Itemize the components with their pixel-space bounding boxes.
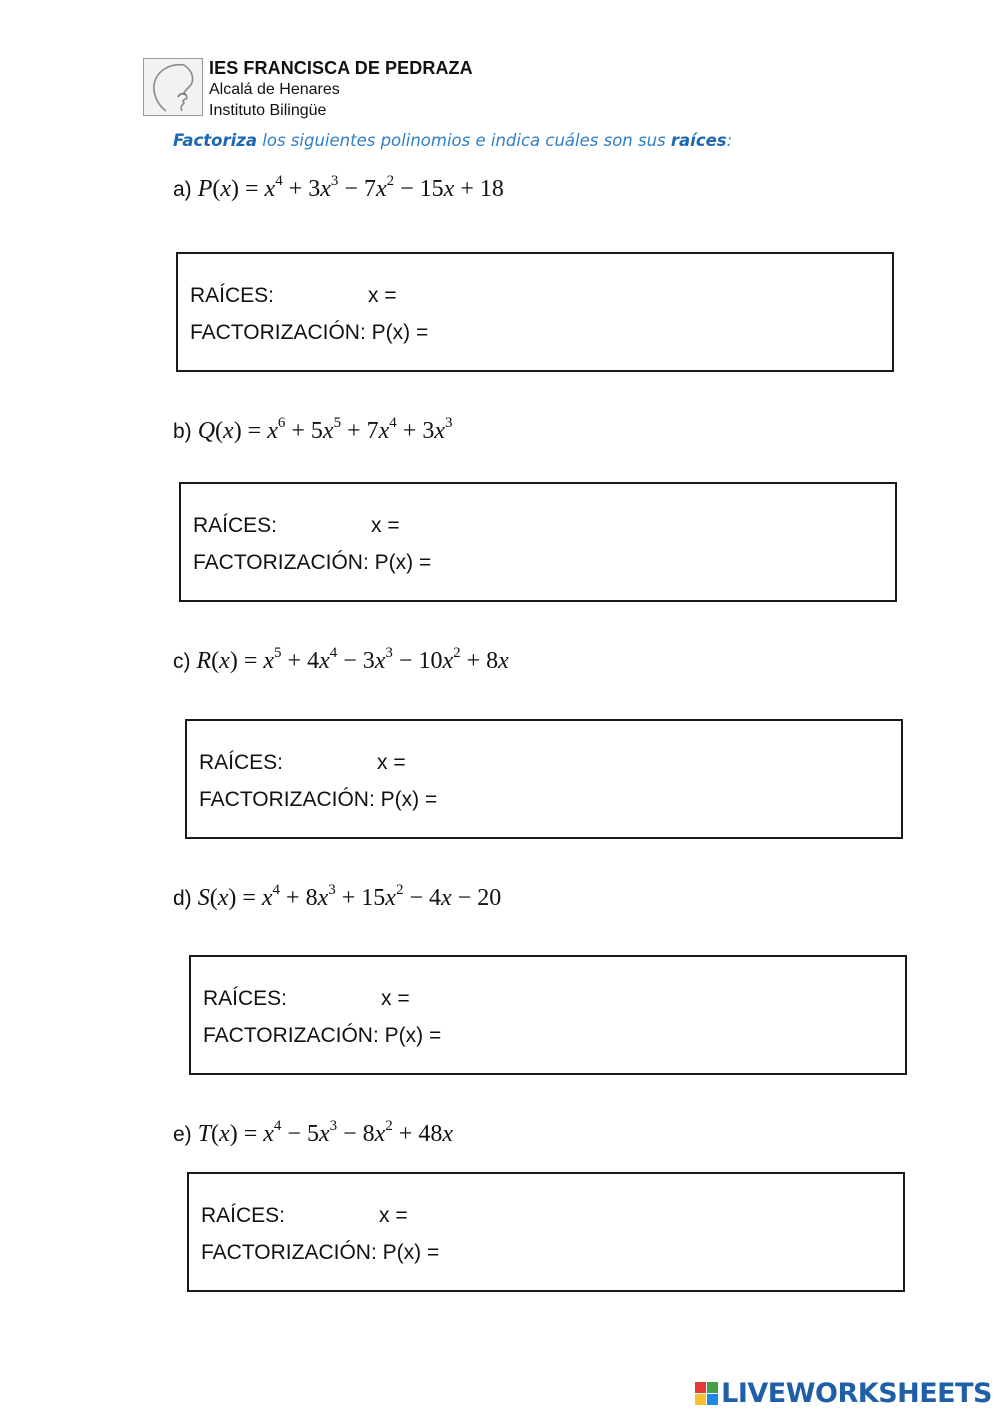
- roots-x-equals: x =: [381, 987, 410, 1010]
- function-name: P: [197, 176, 213, 202]
- problem-label: a): [173, 178, 192, 201]
- function-name: R: [196, 648, 212, 674]
- roots-label: RAÍCES:: [199, 751, 284, 774]
- roots-label: RAÍCES:: [203, 987, 288, 1010]
- function-name: Q: [197, 418, 216, 444]
- polynomial-expression: $x^6 + 5x^5 + 7x^4 + 3x^3$: [267, 415, 453, 444]
- problem-a: a) $P(x) = x^4 + 3x^3 - 7x^2 - 15x + 18$: [173, 173, 504, 202]
- instruction-verb: Factoriza: [173, 131, 258, 150]
- problem-c: c) $R(x) = x^5 + 4x^4 - 3x^3 - 10x^2 + 8x$: [173, 645, 509, 674]
- roots-label: RAÍCES:: [193, 514, 278, 537]
- roots-x-equals: x =: [379, 1204, 408, 1227]
- roots-x-equals: x =: [377, 751, 406, 774]
- polynomial-expression: $x^4 + 8x^3 + 15x^2 - 4x - 20$: [261, 882, 502, 911]
- instruction-keyword: raíces: [670, 131, 727, 150]
- factorization-label: FACTORIZACIÓN: P(x) =: [203, 1024, 442, 1047]
- brand-name: LIVEWORKSHEETS: [721, 1377, 992, 1409]
- instructions: [173, 131, 732, 150]
- polynomial-expression: $x^4 + 3x^3 - 7x^2 - 15x + 18$: [264, 173, 504, 202]
- problem-label: c): [173, 650, 191, 673]
- school-city: Alcalá de Henares: [209, 81, 340, 98]
- answer-box-d[interactable]: [189, 955, 907, 1075]
- factorization-label: FACTORIZACIÓN: P(x) =: [190, 321, 429, 344]
- factorization-label: FACTORIZACIÓN: P(x) =: [199, 788, 438, 811]
- problem-b: b) $Q(x) = x^6 + 5x^5 + 7x^4 + 3x^3$: [173, 415, 453, 444]
- problem-d: d) $S(x) = x^4 + 8x^3 + 15x^2 - 4x - 20$: [173, 882, 502, 911]
- problem-e: e) $T(x) = x^4 - 5x^3 - 8x^2 + 48x$: [173, 1118, 453, 1147]
- roots-label: RAÍCES:: [190, 284, 275, 307]
- roots-x-equals: x =: [371, 514, 400, 537]
- face-profile-icon: [144, 59, 202, 115]
- answer-box-a[interactable]: [176, 252, 894, 372]
- instruction-text: los siguientes polinomios e indica cuáles son sus: [257, 131, 671, 150]
- polynomial-expression: $x^5 + 4x^4 - 3x^3 - 10x^2 + 8x$: [263, 645, 509, 674]
- liveworksheets-brand: [695, 1375, 992, 1411]
- factorization-label: FACTORIZACIÓN: P(x) =: [193, 551, 432, 574]
- factorization-label: FACTORIZACIÓN: P(x) =: [201, 1241, 440, 1264]
- problem-label: b): [173, 420, 192, 443]
- school-logo: [143, 58, 203, 116]
- roots-x-equals: x =: [368, 284, 397, 307]
- function-name: T: [197, 1121, 212, 1147]
- roots-label: RAÍCES:: [201, 1204, 286, 1227]
- school-name: IES FRANCISCA DE PEDRAZA: [209, 58, 473, 78]
- answer-box-c[interactable]: [185, 719, 903, 839]
- answer-box-b[interactable]: [179, 482, 897, 602]
- polynomial-expression: $x^4 - 5x^3 - 8x^2 + 48x$: [263, 1118, 453, 1147]
- school-type: Instituto Bilingüe: [209, 102, 327, 119]
- problem-label: e): [173, 1123, 192, 1146]
- function-name: S: [197, 885, 210, 911]
- answer-box-e[interactable]: [187, 1172, 905, 1292]
- liveworksheets-logo-icon: [695, 1382, 718, 1405]
- problem-label: d): [173, 887, 192, 910]
- school-header: [209, 58, 473, 121]
- instruction-colon: :: [726, 131, 733, 150]
